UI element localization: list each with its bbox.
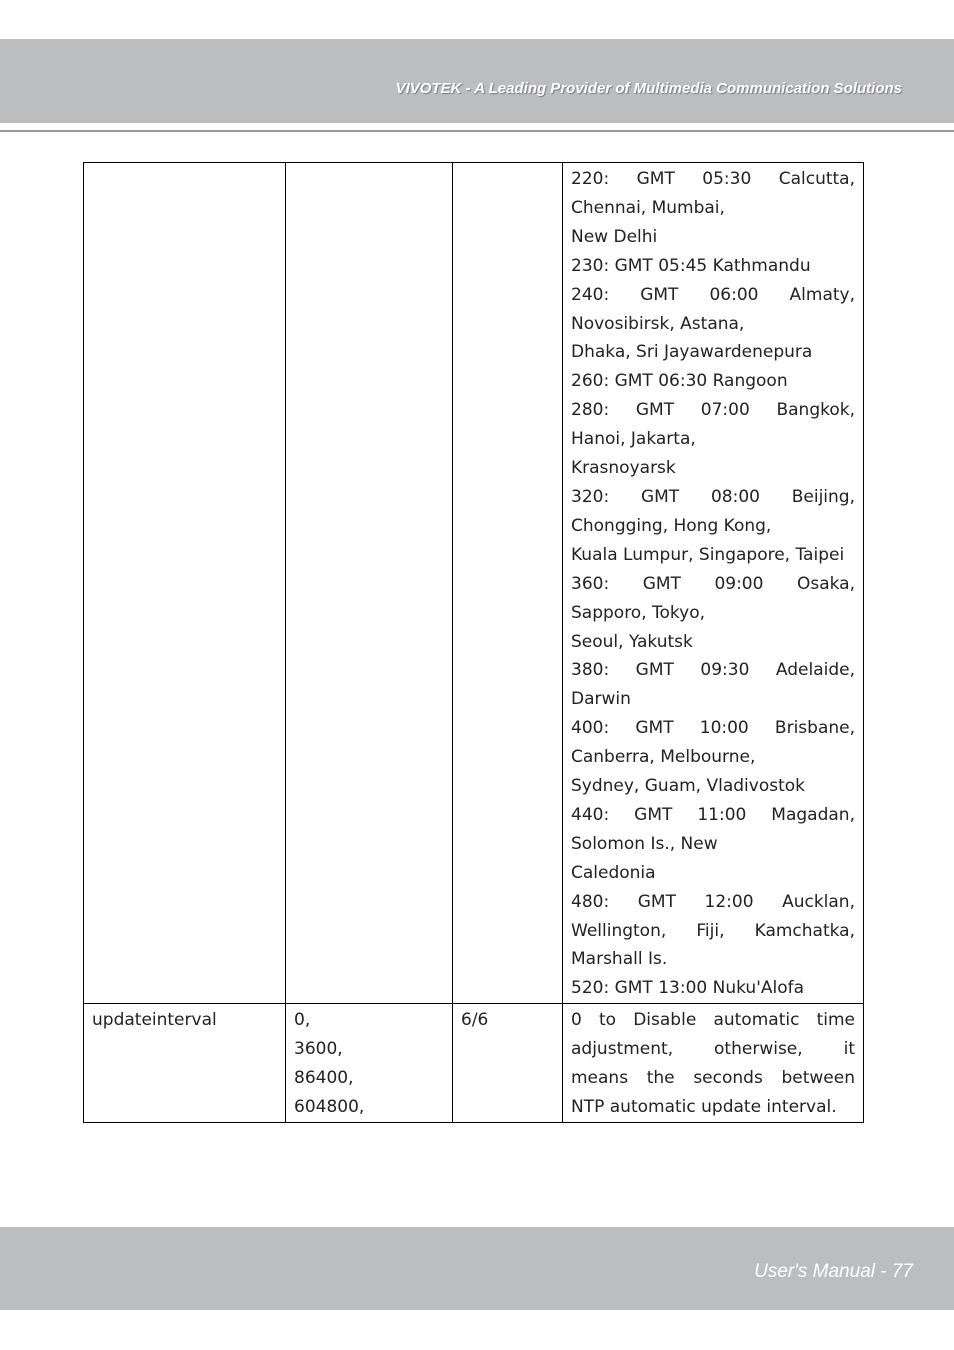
param-value-item: 3600, [294,1039,343,1060]
description-line: Novosibirsk, Astana, [571,313,745,334]
param-value-item: 604800, [294,1097,365,1117]
description-line: 480: GMT 12:00 Aucklan, [571,891,855,912]
description-line: Hanoi, Jakarta, [571,429,696,450]
description-line: 360: GMT 09:00 Osaka, [571,573,855,594]
header-divider [0,130,954,132]
param-values-cell [286,1004,453,1123]
param-value-item: 86400, [294,1068,354,1089]
description-line: Chennai, Mumbai, [571,197,725,218]
description-line: Sydney, Guam, Vladivostok [571,776,805,797]
page-footer [0,1227,954,1310]
description-line: 380: GMT 09:30 Adelaide, [571,660,855,681]
description-line: 400: GMT 10:00 Brisbane, [571,718,855,739]
description-line: Darwin [571,689,631,710]
description-line: 280: GMT 07:00 Bangkok, [571,400,855,421]
description-line: 320: GMT 08:00 Beijing, [571,486,855,507]
description-line: Solomon Is., New [571,833,718,854]
param-values-cell [286,163,453,1004]
description-line: Chongging, Hong Kong, [571,515,772,536]
description-line: Canberra, Melbourne, [571,747,756,768]
page-header [0,39,954,123]
description-line: 520: GMT 13:00 Nuku'Alofa [571,978,805,999]
description-line: adjustment, otherwise, it [571,1039,855,1060]
description-line: 220: GMT 05:30 Calcutta, [571,169,855,189]
param-description-cell [563,163,864,1004]
footer-page-label: User's Manual - 77 [754,1261,913,1282]
description-line: 260: GMT 06:30 Rangoon [571,371,788,392]
parameter-table [83,162,864,1123]
table-row-timezone [84,163,864,1004]
description-line: Wellington, Fiji, Kamchatka, [571,920,855,941]
header-title: VIVOTEK - A Leading Provider of Multimedia Communication Solutions [395,80,902,97]
param-security: 6/6 [461,1010,489,1031]
description-line: Sapporo, Tokyo, [571,602,706,623]
description-line: Krasnoyarsk [571,458,676,479]
param-name-cell [84,163,286,1004]
description-line: New Delhi [571,226,658,247]
description-line: Kuala Lumpur, Singapore, Taipei [571,544,845,565]
description-line: Dhaka, Sri Jayawardenepura [571,342,813,363]
description-line: 240: GMT 06:00 Almaty, [571,284,855,305]
description-line: Caledonia [571,862,656,883]
table-row-updateinterval [84,1004,864,1123]
description-line: Marshall Is. [571,949,668,970]
param-value-item: 0, [294,1010,311,1031]
param-security-cell [453,163,563,1004]
description-line: 0 to Disable automatic time [571,1010,855,1031]
description-line: Seoul, Yakutsk [571,631,693,652]
description-line: 440: GMT 11:00 Magadan, [571,804,855,825]
param-name: updateinterval [92,1010,217,1031]
description-line: means the seconds between [571,1068,855,1089]
description-line: NTP automatic update interval. [571,1097,837,1117]
param-security-cell [453,1004,563,1123]
param-description-cell [563,1004,864,1123]
description-line: 230: GMT 05:45 Kathmandu [571,255,811,276]
param-name-cell [84,1004,286,1123]
